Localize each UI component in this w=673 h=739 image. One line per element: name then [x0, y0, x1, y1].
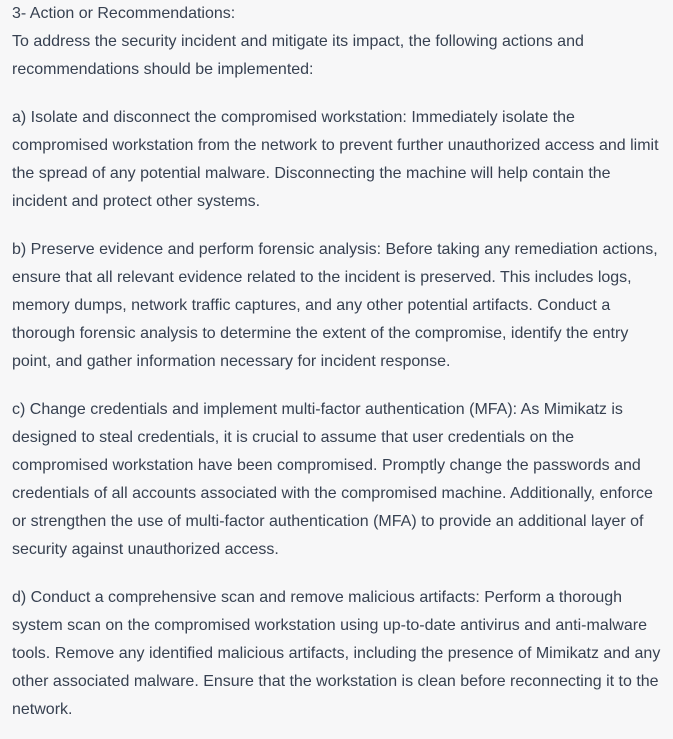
recommendation-b: b) Preserve evidence and perform forensic analysis: Before taking any remediation actions, ensure that all relevant evidence related to the incident is preserved. This includes logs, memory dumps, network traffic captures, and any other potential artifacts. Conduct a thorough forensic analysis to determine the extent of the compromise, identify the entry point, and gather information necessary for incident response. — [12, 241, 658, 370]
recommendation-d: d) Conduct a comprehensive scan and remove malicious artifacts: Perform a thorough system scan on the compromised workstation using up-to-date antivirus and anti-malware tools. Remove any identified malicious artifacts, including the presence of Mimikatz and any other associated malware. Ensure that the workstation is clean before reconnecting it to the network. — [12, 589, 661, 718]
section-heading: 3- Action or Recommendations: — [12, 5, 236, 22]
intro-paragraph: To address the security incident and mitigate its impact, the following actions and recommendations should be implemented: — [12, 33, 584, 78]
recommendation-a: a) Isolate and disconnect the compromised workstation: Immediately isolate the compromised workstation from the network to prevent further unauthorized access and limit the spread of any potential malware. Disconnecting the machine will help contain the incident and protect other systems. — [12, 109, 659, 210]
recommendation-c: c) Change credentials and implement multi-factor authentication (MFA): As Mimikatz is designed to steal credentials, it is crucial to assume that user credentials on the compromised workstation have been compromised. Promptly change the passwords and credentials of all accounts associated with the compromised machine. Additionally, enforce or strengthen the use of multi-factor authentication (MFA) to provide an additional layer of security against unauthorized access. — [12, 401, 653, 558]
